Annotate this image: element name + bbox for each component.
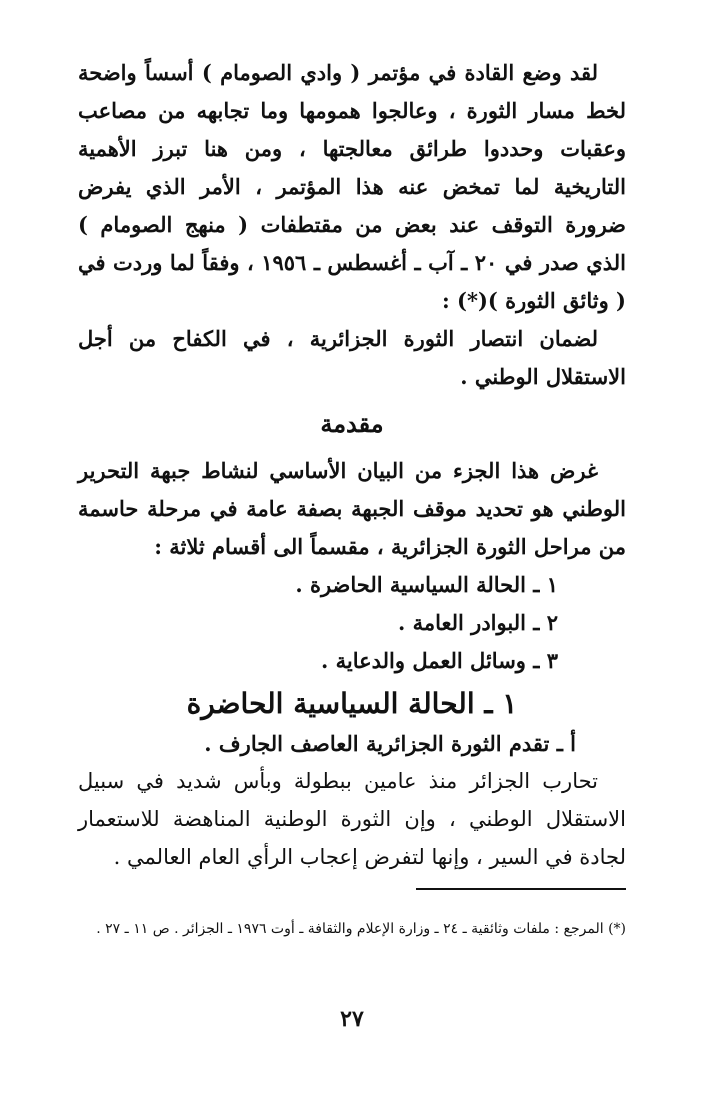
list-item: ٢ ـ البوادر العامة . — [397, 610, 558, 635]
sections-list — [78, 566, 626, 680]
intro-paragraph: لقد وضع القادة في مؤتمر ( وادي الصومام ) أسساً واضحة لخط مسار الثورة ، وعالجوا همومها وما تجابهه من مصاعب وعقبات وحددوا طرائق معالجتها ، ومن هنا تبرز الأهمية التاريخية لما تمخض عنه هذا المؤتمر ، الأمر الذي يفرض ضرورة التوقف عند بعض من مقتطفات ( منهج الصومام ) الذي صدر في ٢٠ ـ آب ـ أغسطس ـ ١٩٥٦ ، وفقاً لما وردت في ( وثائق الثورة )(*) : — [78, 60, 626, 313]
footnote-divider — [416, 888, 626, 890]
page-number: ٢٧ — [340, 1006, 364, 1032]
dedication-paragraph: لضمان انتصار الثورة الجزائرية ، في الكفاح من أجل الاستقلال الوطني . — [78, 326, 626, 389]
list-item: ٣ ـ وسائل العمل والدعاية . — [320, 648, 558, 673]
footnote: (*) المرجع : ملفات وثائقية ـ ٢٤ ـ وزارة الإعلام والثقافة ـ أوت ١٩٧٦ ـ الجزائر . ص ١١ ـ ٢٧ . — [96, 921, 626, 937]
book-page — [78, 54, 626, 1054]
section-title-political-situation: ١ ـ الحالة السياسية الحاضرة — [186, 687, 518, 720]
body-paragraph: تحارب الجزائر منذ عامين ببطولة وبأس شديد في سبيل الاستقلال الوطني ، وإن الثورة الوطنية المناهضة للاستعمار لجادة في السير ، وإنها لتفرض إعجاب الرأي العام العالمي . — [78, 769, 626, 869]
introduction-paragraph: غرض هذا الجزء من البيان الأساسي لنشاط جبهة التحرير الوطني هو تحديد موقف الجبهة بصفة عامة في مرحلة حاسمة من مراحل الثورة الجزائرية ، مقسماً الى أقسام ثلاثة : — [78, 458, 626, 559]
list-item: ١ ـ الحالة السياسية الحاضرة . — [295, 572, 558, 597]
subsection-title: أ ـ تقدم الثورة الجزائرية العاصف الجارف . — [204, 731, 576, 756]
section-title-introduction: مقدمة — [320, 409, 384, 438]
